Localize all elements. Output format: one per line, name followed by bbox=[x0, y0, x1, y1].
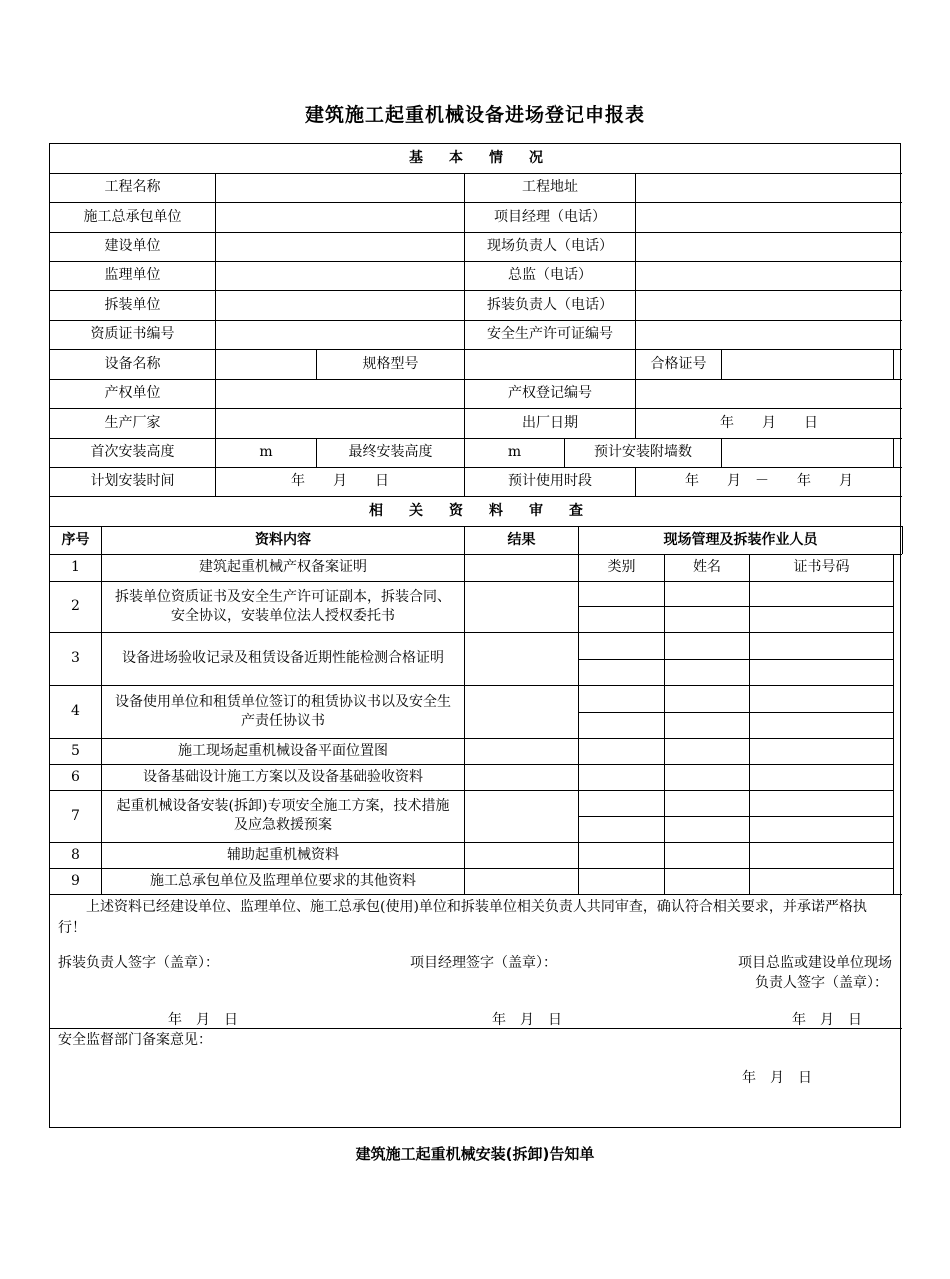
header-personnel: 现场管理及拆装作业人员 bbox=[663, 531, 818, 548]
property-owner-field[interactable] bbox=[216, 379, 464, 408]
general-contractor-field[interactable] bbox=[216, 202, 464, 232]
review-item-no: 2 bbox=[71, 598, 80, 614]
section-document-review: 相关资料审查 bbox=[369, 502, 609, 519]
review-item-result[interactable] bbox=[465, 738, 578, 764]
planned-install-time-field[interactable]: 年 月 日 bbox=[291, 473, 389, 489]
equipment-name-field[interactable] bbox=[216, 349, 316, 379]
label-project-address: 工程地址 bbox=[522, 179, 578, 195]
planned-wall-ties-field[interactable] bbox=[722, 438, 893, 467]
review-item-content: 建筑起重机械产权备案证明 bbox=[199, 559, 367, 575]
label-spec-model: 规格型号 bbox=[362, 355, 419, 372]
certificate-no-field[interactable] bbox=[722, 349, 893, 379]
label-property-reg-no: 产权登记编号 bbox=[508, 385, 592, 401]
label-construction-unit: 建设单位 bbox=[104, 238, 161, 254]
review-item-no: 9 bbox=[71, 872, 80, 889]
review-item-no: 4 bbox=[71, 703, 80, 719]
review-item-content: 施工总承包单位及监理单位要求的其他资料 bbox=[150, 872, 416, 889]
label-chief-supervisor-phone: 总监（电话） bbox=[508, 267, 592, 283]
project-manager-phone-field[interactable] bbox=[636, 202, 902, 232]
header-category: 类别 bbox=[607, 559, 636, 575]
review-item-no: 5 bbox=[71, 742, 80, 759]
section-basic-info: 基本情况 bbox=[409, 150, 569, 166]
label-first-install-height: 首次安装高度 bbox=[90, 444, 175, 460]
review-item-result[interactable] bbox=[465, 581, 578, 632]
planned-use-period-field[interactable]: 年 月 － 年 月 bbox=[685, 473, 853, 489]
review-item-content: 起重机械设备安装(拆卸)专项安全施工方案，技术措施及应急救援预案 bbox=[116, 798, 450, 833]
final-install-height-field[interactable]: m bbox=[507, 444, 522, 460]
review-item-result[interactable] bbox=[465, 842, 578, 868]
label-site-leader-phone: 现场负责人（电话） bbox=[487, 238, 613, 254]
qualification-cert-no-field[interactable] bbox=[216, 320, 464, 349]
review-item-content: 辅助起重机械资料 bbox=[227, 846, 339, 863]
review-item-no: 3 bbox=[71, 650, 80, 666]
review-item-result[interactable] bbox=[465, 554, 578, 581]
form-title: 建筑施工起重机械设备进场登记申报表 bbox=[304, 104, 645, 126]
manufacturer-field[interactable] bbox=[216, 408, 464, 438]
review-item-content: 设备基础设计施工方案以及设备基础验收资料 bbox=[143, 768, 423, 785]
signature-chief-supervisor-line1[interactable]: 项目总监或建设单位现场 bbox=[738, 955, 892, 971]
header-result: 结果 bbox=[507, 531, 536, 548]
supervision-unit-field[interactable] bbox=[216, 261, 464, 290]
review-item-content: 拆装单位资质证书及安全生产许可证副本，拆装合同、安全协议，安装单位法人授权委托书 bbox=[115, 588, 451, 624]
review-item-content: 设备进场验收记录及租赁设备近期性能检测合格证明 bbox=[122, 650, 444, 666]
signature-chief-supervisor-line2: 负责人签字（盖章）： bbox=[755, 975, 888, 991]
construction-unit-field[interactable] bbox=[216, 232, 464, 261]
label-property-owner: 产权单位 bbox=[104, 385, 161, 401]
review-item-result[interactable] bbox=[465, 632, 578, 685]
review-item-result[interactable] bbox=[465, 685, 578, 738]
review-item-no: 8 bbox=[71, 846, 80, 863]
review-item-content: 施工现场起重机械设备平面位置图 bbox=[178, 742, 388, 759]
label-planned-install-time: 计划安装时间 bbox=[90, 473, 175, 489]
review-item-no: 6 bbox=[71, 768, 80, 785]
spec-model-field[interactable] bbox=[465, 349, 635, 379]
label-certificate-no: 合格证号 bbox=[650, 355, 707, 372]
signature-date-1[interactable]: 年 月 日 bbox=[168, 1012, 238, 1028]
notice-title: 建筑施工起重机械安装(拆卸)告知单 bbox=[355, 1145, 595, 1163]
project-name-field[interactable] bbox=[216, 173, 464, 202]
site-leader-phone-field[interactable] bbox=[636, 232, 902, 261]
property-reg-no-field[interactable] bbox=[636, 379, 902, 408]
factory-date-field[interactable]: 年 月 日 bbox=[720, 414, 818, 431]
header-no: 序号 bbox=[61, 531, 90, 548]
label-equipment-name: 设备名称 bbox=[104, 355, 161, 372]
first-install-height-field[interactable]: m bbox=[259, 444, 273, 460]
label-dismantling-unit: 拆装单位 bbox=[104, 296, 161, 313]
chief-supervisor-phone-field[interactable] bbox=[636, 261, 902, 290]
label-planned-wall-ties: 预计安装附墙数 bbox=[594, 444, 692, 460]
label-safety-permit-no: 安全生产许可证编号 bbox=[487, 326, 613, 342]
signature-date-3[interactable]: 年 月 日 bbox=[792, 1012, 862, 1028]
label-project-manager-phone: 项目经理（电话） bbox=[494, 208, 606, 225]
header-name: 姓名 bbox=[693, 559, 721, 575]
label-planned-use-period: 预计使用时段 bbox=[508, 473, 592, 489]
declaration-text: 上述资料已经建设单位、监理单位、施工总承包(使用)单位和拆装单位相关负责人共同审查，确认符合相关要求，并承诺严格执行！ bbox=[58, 899, 867, 936]
signature-date-2[interactable]: 年 月 日 bbox=[492, 1012, 562, 1028]
label-general-contractor: 施工总承包单位 bbox=[83, 208, 182, 225]
review-item-result[interactable] bbox=[465, 868, 578, 894]
label-final-install-height: 最终安装高度 bbox=[348, 444, 433, 460]
signature-dismantling-leader[interactable]: 拆装负责人签字（盖章）： bbox=[58, 955, 219, 971]
header-cert-no: 证书号码 bbox=[793, 559, 850, 575]
label-supervision-unit: 监理单位 bbox=[104, 267, 161, 283]
label-factory-date: 出厂日期 bbox=[522, 414, 578, 431]
dismantling-unit-field[interactable] bbox=[216, 290, 464, 320]
project-address-field[interactable] bbox=[636, 173, 902, 202]
safety-dept-opinion-label: 安全监督部门备案意见： bbox=[58, 1032, 212, 1048]
review-item-result[interactable] bbox=[465, 764, 578, 790]
header-content: 资料内容 bbox=[255, 531, 311, 548]
label-manufacturer: 生产厂家 bbox=[104, 414, 161, 431]
review-item-result[interactable] bbox=[465, 790, 578, 842]
review-item-content: 设备使用单位和租赁单位签订的租赁协议书以及安全生产责任协议书 bbox=[115, 693, 451, 729]
safety-dept-date[interactable]: 年 月 日 bbox=[742, 1070, 812, 1086]
review-item-no: 1 bbox=[71, 559, 80, 575]
safety-permit-no-field[interactable] bbox=[636, 320, 902, 349]
label-dismantling-leader-phone: 拆装负责人（电话） bbox=[487, 296, 613, 313]
signature-project-manager[interactable]: 项目经理签字（盖章）： bbox=[410, 955, 557, 971]
label-project-name: 工程名称 bbox=[104, 179, 161, 195]
review-item-no: 7 bbox=[71, 807, 80, 824]
registration-form bbox=[49, 143, 901, 1128]
label-qualification-cert-no: 资质证书编号 bbox=[90, 326, 175, 342]
dismantling-leader-phone-field[interactable] bbox=[636, 290, 902, 320]
